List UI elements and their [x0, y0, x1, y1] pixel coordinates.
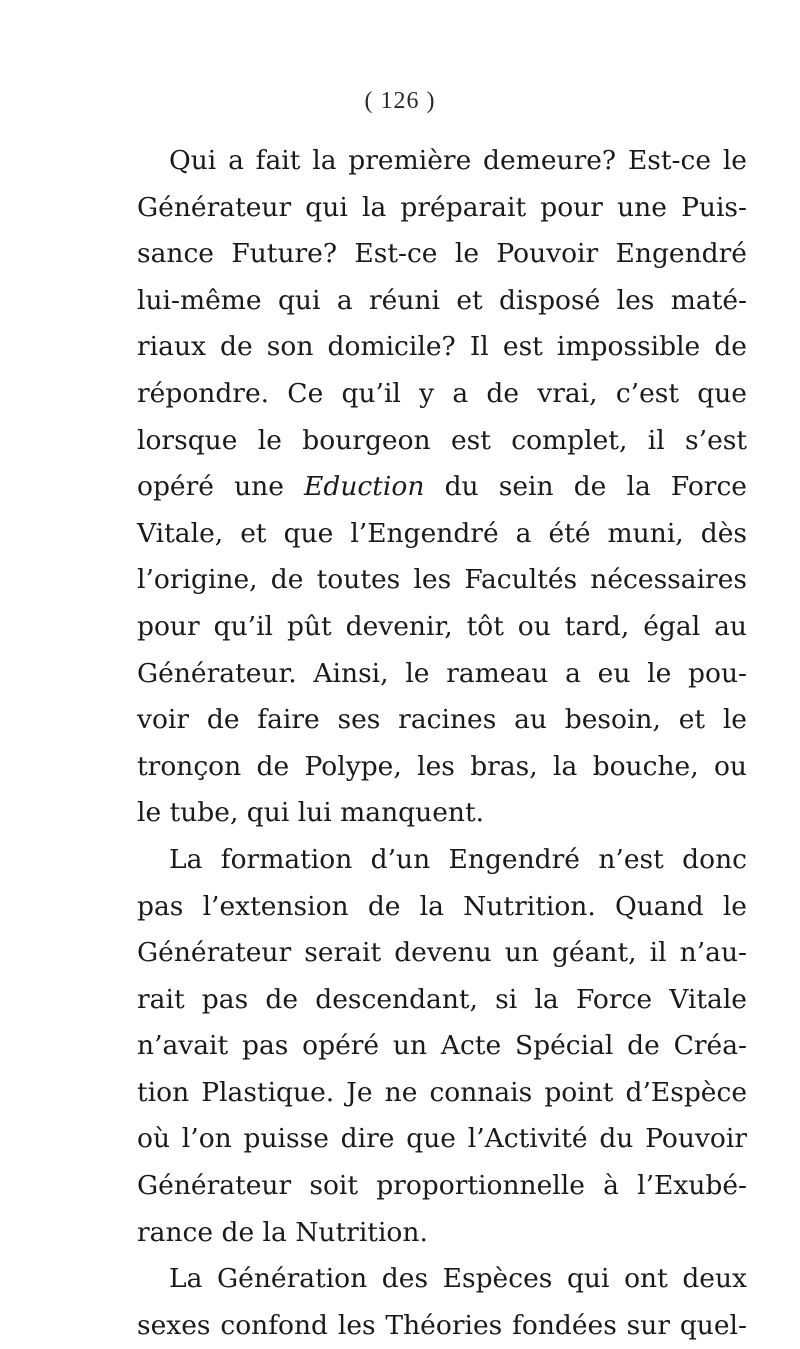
text-line: répondre. Ce qu’il y a de vrai, c’est que	[137, 377, 747, 409]
text-line: rait pas de descendant, si la Force Vitale	[137, 983, 747, 1015]
text-line: riaux de son domicile? Il est impossible de	[137, 331, 747, 363]
text-line: pas l’extension de la Nutrition. Quand le	[137, 890, 747, 922]
text-line: lorsque le bourgeon est complet, il s’est	[137, 424, 747, 456]
text-line: tronçon de Polype, les bras, la bouche, ou	[137, 750, 747, 782]
text-segment: opéré une	[137, 471, 284, 503]
text-line: n’avait pas opéré un Acte Spécial de Créa-	[137, 1030, 747, 1062]
text-line: Générateur. Ainsi, le rameau a eu le pou-	[137, 657, 747, 689]
text-line: lui-même qui a réuni et disposé les maté-	[137, 284, 747, 316]
text-segment: du sein de la Force	[444, 471, 747, 503]
text-line: Générateur qui la préparait pour une Puis-	[137, 191, 747, 223]
text-line: l’origine, de toutes les Facultés nécessaires	[137, 564, 747, 596]
text-line: pour qu’il pût devenir, tôt ou tard, égal au	[137, 610, 747, 642]
text-line: le tube, qui lui manquent.	[137, 797, 485, 829]
text-line: sance Future? Est-ce le Pouvoir Engendré	[137, 238, 747, 270]
text-line: où l’on puisse dire que l’Activité du Pouvoir	[137, 1123, 747, 1155]
page-number: ( 126 )	[364, 88, 436, 114]
text-line: voir de faire ses racines au besoin, et le	[137, 704, 747, 736]
text-line: rance de la Nutrition.	[137, 1216, 428, 1248]
italic-term: Eduction	[304, 471, 425, 503]
body-text	[137, 138, 747, 1349]
text-line: Générateur serait devenu un géant, il n’au-	[137, 937, 747, 969]
text-line: tion Plastique. Je ne connais point d’Espèce	[137, 1076, 747, 1108]
text-line: Vitale, et que l’Engendré a été muni, dès	[137, 517, 747, 549]
text-line: sexes confond les Théories fondées sur quel-	[137, 1309, 747, 1341]
text-line	[137, 464, 747, 511]
text-line: Générateur soit proportionnelle à l’Exubé-	[137, 1170, 747, 1202]
text-line: Qui a fait la première demeure? Est-ce le	[169, 145, 747, 176]
text-line: La Génération des Espèces qui ont deux	[169, 1263, 747, 1295]
text-line: La formation d’un Engendré n’est donc	[169, 843, 747, 875]
